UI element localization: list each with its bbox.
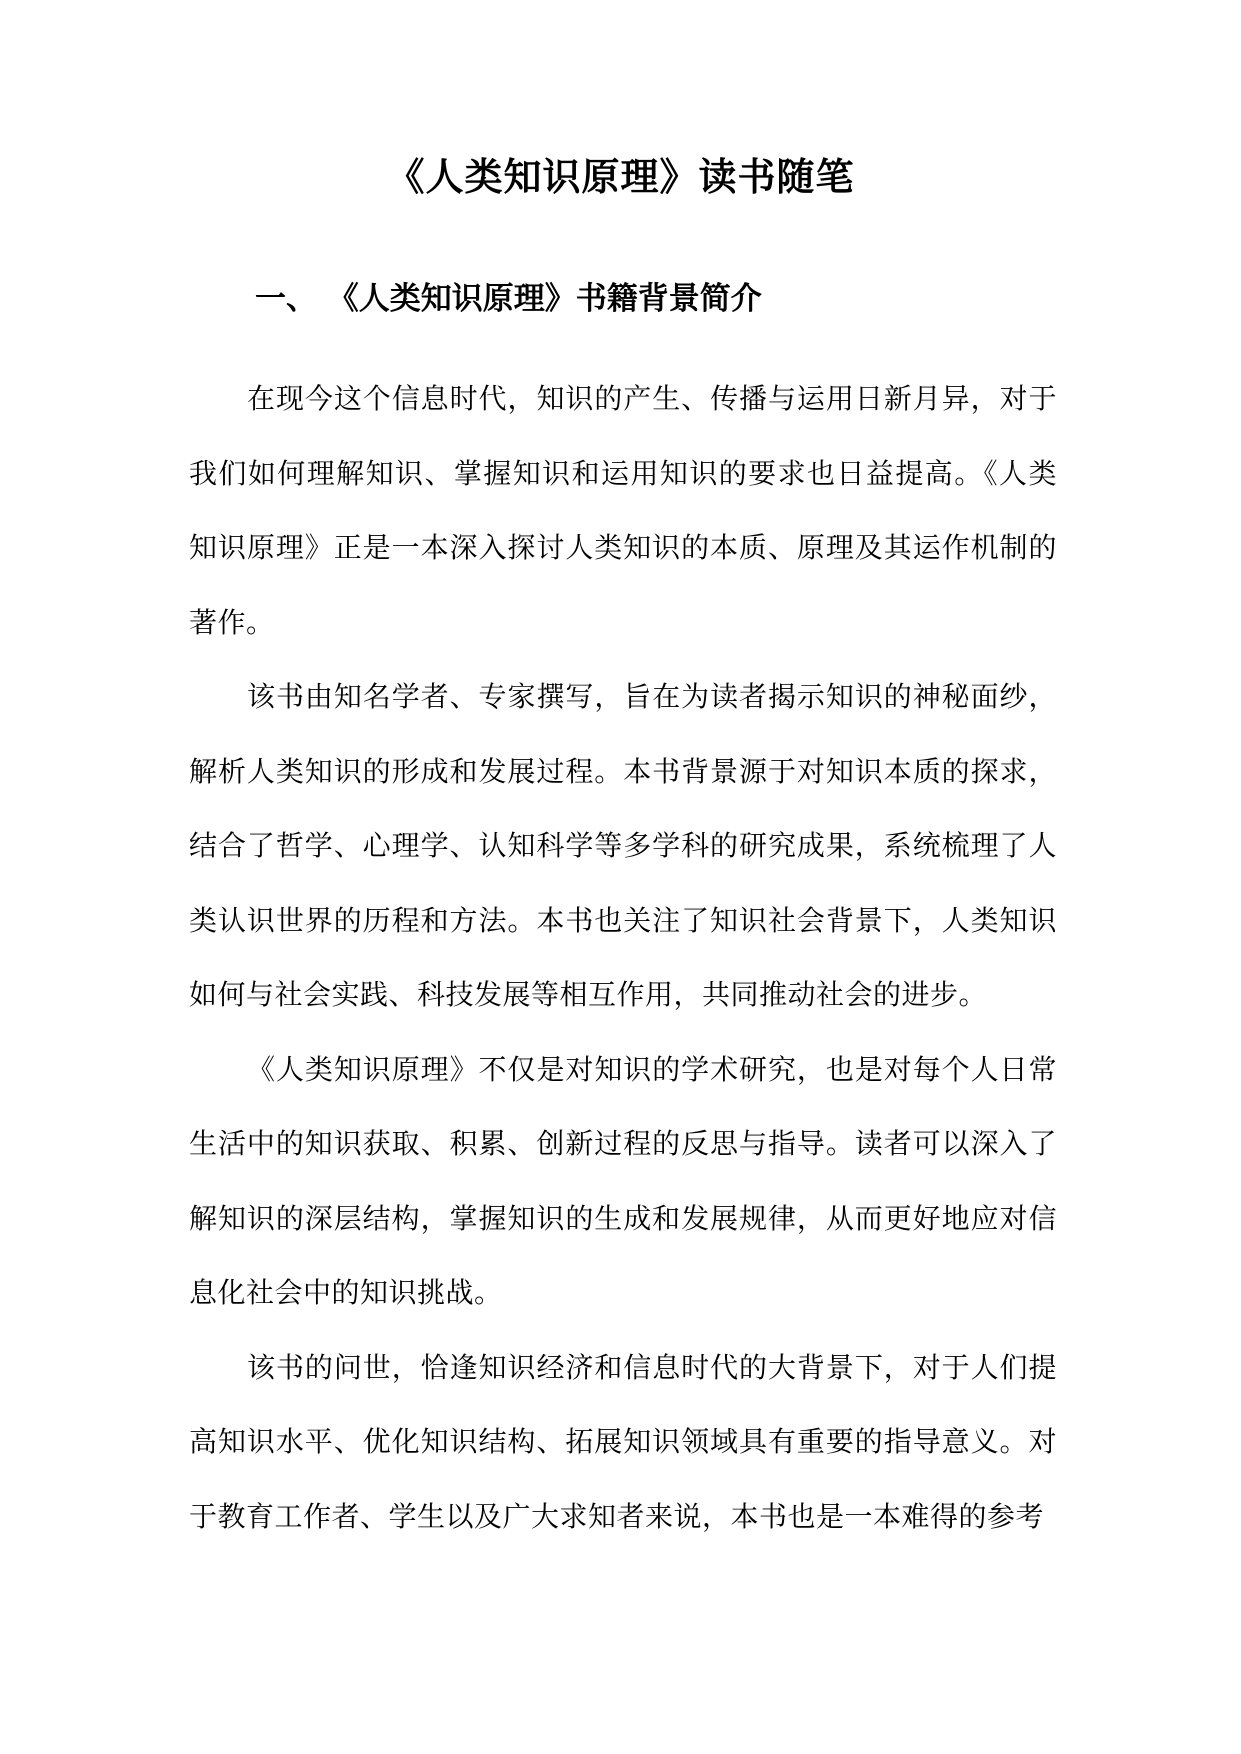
section-heading: 一、 《人类知识原理》书籍背景简介 bbox=[255, 281, 762, 317]
paragraph-2: 该书由知名学者、专家撰写，旨在为读者揭示知识的神秘面纱，解析人类知识的形成和发展过程。本书背景源于对知识本质的探求，结合了哲学、心理学、认知科学等多学科的研究成果，系统梳理了人类认识世界的历程和方法。本书也关注了知识社会背景下，人类知识如何与社会实践、科技发展等相互作用，共同推动社会的进步。 bbox=[189, 680, 1057, 1011]
paragraph-3: 《人类知识原理》不仅是对知识的学术研究，也是对每个人日常生活中的知识获取、积累、创新过程的反思与指导。读者可以深入了解知识的深层结构，掌握知识的生成和发展规律，从而更好地应对信息化社会中的知识挑战。 bbox=[189, 1052, 1057, 1309]
section-body bbox=[189, 362, 1057, 1554]
paragraph-1: 在现今这个信息时代，知识的产生、传播与运用日新月异，对于我们如何理解知识、掌握知识和运用知识的要求也日益提高。《人类知识原理》正是一本深入探讨人类知识的本质、原理及其运作机制的著作。 bbox=[189, 382, 1057, 639]
paragraph-4: 该书的问世，恰逢知识经济和信息时代的大背景下，对于人们提高知识水平、优化知识结构、拓展知识领域具有重要的指导意义。对于教育工作者、学生以及广大求知者来说，本书也是一本难得的参考 bbox=[189, 1350, 1057, 1533]
document-title: 《人类知识原理》读书随笔 bbox=[386, 154, 855, 199]
